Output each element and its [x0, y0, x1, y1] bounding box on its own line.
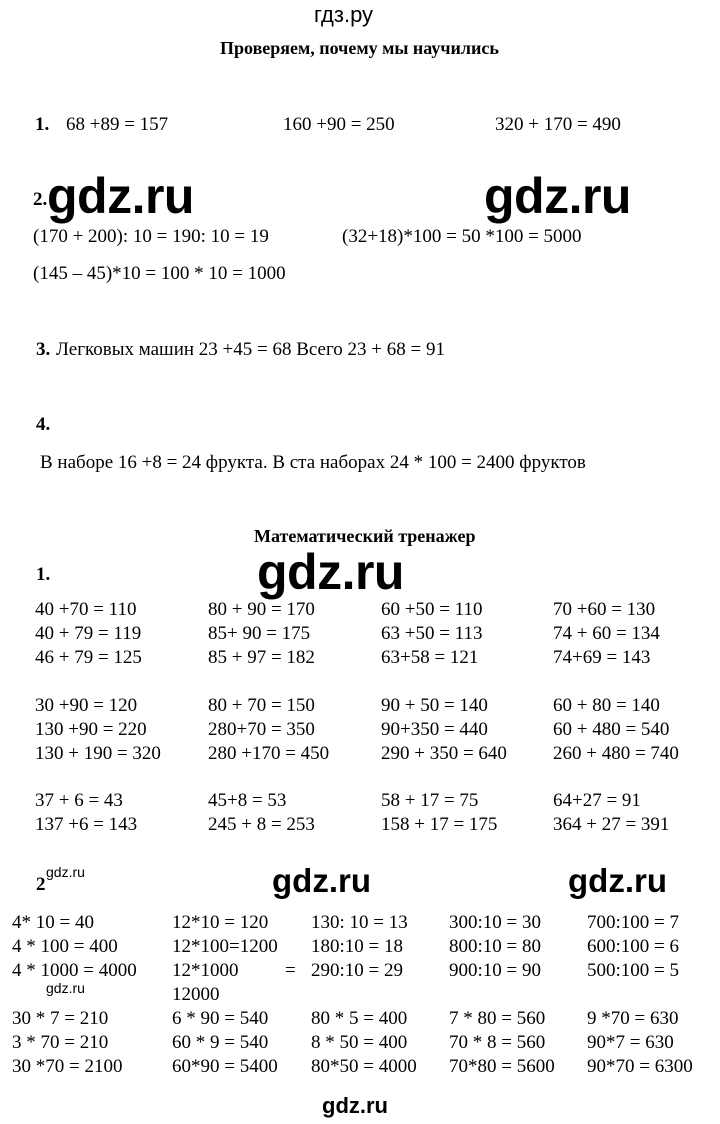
task-3-text: Легковых машин 23 +45 = 68 Всего 23 + 68 = 91 — [56, 339, 445, 360]
equation: 4 * 1000 = 4000 — [12, 960, 137, 981]
equation: (170 + 200): 10 = 190: 10 = 19 — [33, 226, 269, 247]
equation: 290 + 350 = 640 — [381, 743, 507, 764]
equation: 80*50 = 4000 — [311, 1056, 417, 1077]
equation: 30 *70 = 2100 — [12, 1056, 123, 1077]
equation: 280+70 = 350 — [208, 719, 315, 740]
equation: 60 + 80 = 140 — [553, 695, 660, 716]
equation-wrap-value: 12000 — [172, 984, 220, 1005]
equation: 8 * 50 = 400 — [311, 1032, 408, 1053]
equation: 70 * 8 = 560 — [449, 1032, 546, 1053]
equation: 90 + 50 = 140 — [381, 695, 488, 716]
equation: 63+58 = 121 — [381, 647, 479, 668]
equation: 700:100 = 7 — [587, 912, 679, 933]
equation: 70*80 = 5600 — [449, 1056, 555, 1077]
equation: 46 + 79 = 125 — [35, 647, 142, 668]
equation: 290:10 = 29 — [311, 960, 403, 981]
task-4-text: В наборе 16 +8 = 24 фрукта. В ста наборах 24 * 100 = 2400 фруктов — [40, 452, 586, 473]
equation: 137 +6 = 143 — [35, 814, 138, 835]
equation: 900:10 = 90 — [449, 960, 541, 981]
equation: 63 +50 = 113 — [381, 623, 483, 644]
equation: 245 + 8 = 253 — [208, 814, 315, 835]
equation: 130 + 190 = 320 — [35, 743, 161, 764]
equation: 9 *70 = 630 — [587, 1008, 679, 1029]
equation: 58 + 17 = 75 — [381, 790, 479, 811]
equation: 40 + 79 = 119 — [35, 623, 142, 644]
equation: 90*70 = 6300 — [587, 1056, 693, 1077]
section-title-check: Проверяем, почему мы научились — [220, 38, 499, 58]
equation: 4 * 100 = 400 — [12, 936, 118, 957]
equation: 40 +70 = 110 — [35, 599, 137, 620]
equation: 7 * 80 = 560 — [449, 1008, 546, 1029]
equation: 600:100 = 6 — [587, 936, 679, 957]
equation: 90*7 = 630 — [587, 1032, 674, 1053]
watermark: gdz.ru — [568, 862, 667, 899]
equation: 80 * 5 = 400 — [311, 1008, 408, 1029]
equation: 180:10 = 18 — [311, 936, 403, 957]
equation: 6 * 90 = 540 — [172, 1008, 269, 1029]
equation: 85+ 90 = 175 — [208, 623, 311, 644]
section-title-trainer: Математический тренажер — [254, 526, 476, 546]
equation: 300:10 = 30 — [449, 912, 541, 933]
equation-wrap-sign: = — [285, 960, 296, 981]
equation: 4* 10 = 40 — [12, 912, 94, 933]
equation: 60*90 = 5400 — [172, 1056, 278, 1077]
equation: 158 + 17 = 175 — [381, 814, 498, 835]
equation: 12*1000 — [172, 960, 239, 981]
equation: 64+27 = 91 — [553, 790, 641, 811]
equation: 260 + 480 = 740 — [553, 743, 679, 764]
equation: 60 * 9 = 540 — [172, 1032, 269, 1053]
equation: 90+350 = 440 — [381, 719, 488, 740]
equation: 12*10 = 120 — [172, 912, 269, 933]
equation: 130: 10 = 13 — [311, 912, 408, 933]
equation: 37 + 6 = 43 — [35, 790, 123, 811]
equation: 68 +89 = 157 — [66, 114, 169, 135]
task-1-number: 1. — [35, 114, 50, 135]
equation: 800:10 = 80 — [449, 936, 541, 957]
site-header: гдз.ру — [314, 2, 374, 27]
watermark: gdz.ru — [257, 544, 404, 600]
equation: (32+18)*100 = 50 *100 = 5000 — [342, 226, 582, 247]
equation: 320 + 170 = 490 — [495, 114, 621, 135]
equation: 130 +90 = 220 — [35, 719, 147, 740]
equation: 74+69 = 143 — [553, 647, 651, 668]
equation: 12*100=1200 — [172, 936, 278, 957]
equation: 280 +170 = 450 — [208, 743, 330, 764]
equation: 364 + 27 = 391 — [553, 814, 670, 835]
equation: 500:100 = 5 — [587, 960, 679, 981]
equation: 70 +60 = 130 — [553, 599, 656, 620]
equation: 30 +90 = 120 — [35, 695, 138, 716]
equation: 60 +50 = 110 — [381, 599, 483, 620]
task-3-number: 3. — [36, 339, 51, 360]
equation: (145 – 45)*10 = 100 * 10 = 1000 — [33, 263, 286, 284]
equation: 60 + 480 = 540 — [553, 719, 670, 740]
watermark-small: gdz.ru — [46, 864, 85, 880]
equation: 80 + 90 = 170 — [208, 599, 315, 620]
equation: 85 + 97 = 182 — [208, 647, 315, 668]
equation: 80 + 70 = 150 — [208, 695, 315, 716]
watermark-footer: gdz.ru — [322, 1093, 388, 1118]
equation: 160 +90 = 250 — [283, 114, 395, 135]
watermark: gdz.ru — [484, 168, 631, 224]
watermark: gdz.ru — [47, 168, 194, 224]
equation: 74 + 60 = 134 — [553, 623, 660, 644]
equation: 3 * 70 = 210 — [12, 1032, 109, 1053]
task-4-number: 4. — [36, 414, 51, 435]
trainer-task-2-number: 2 — [36, 874, 46, 895]
equation: 45+8 = 53 — [208, 790, 287, 811]
watermark-small: gdz.ru — [46, 980, 85, 996]
equation: 30 * 7 = 210 — [12, 1008, 109, 1029]
task-2-number: 2. — [33, 189, 48, 210]
trainer-task-1-number: 1. — [36, 564, 51, 585]
watermark: gdz.ru — [272, 862, 371, 899]
